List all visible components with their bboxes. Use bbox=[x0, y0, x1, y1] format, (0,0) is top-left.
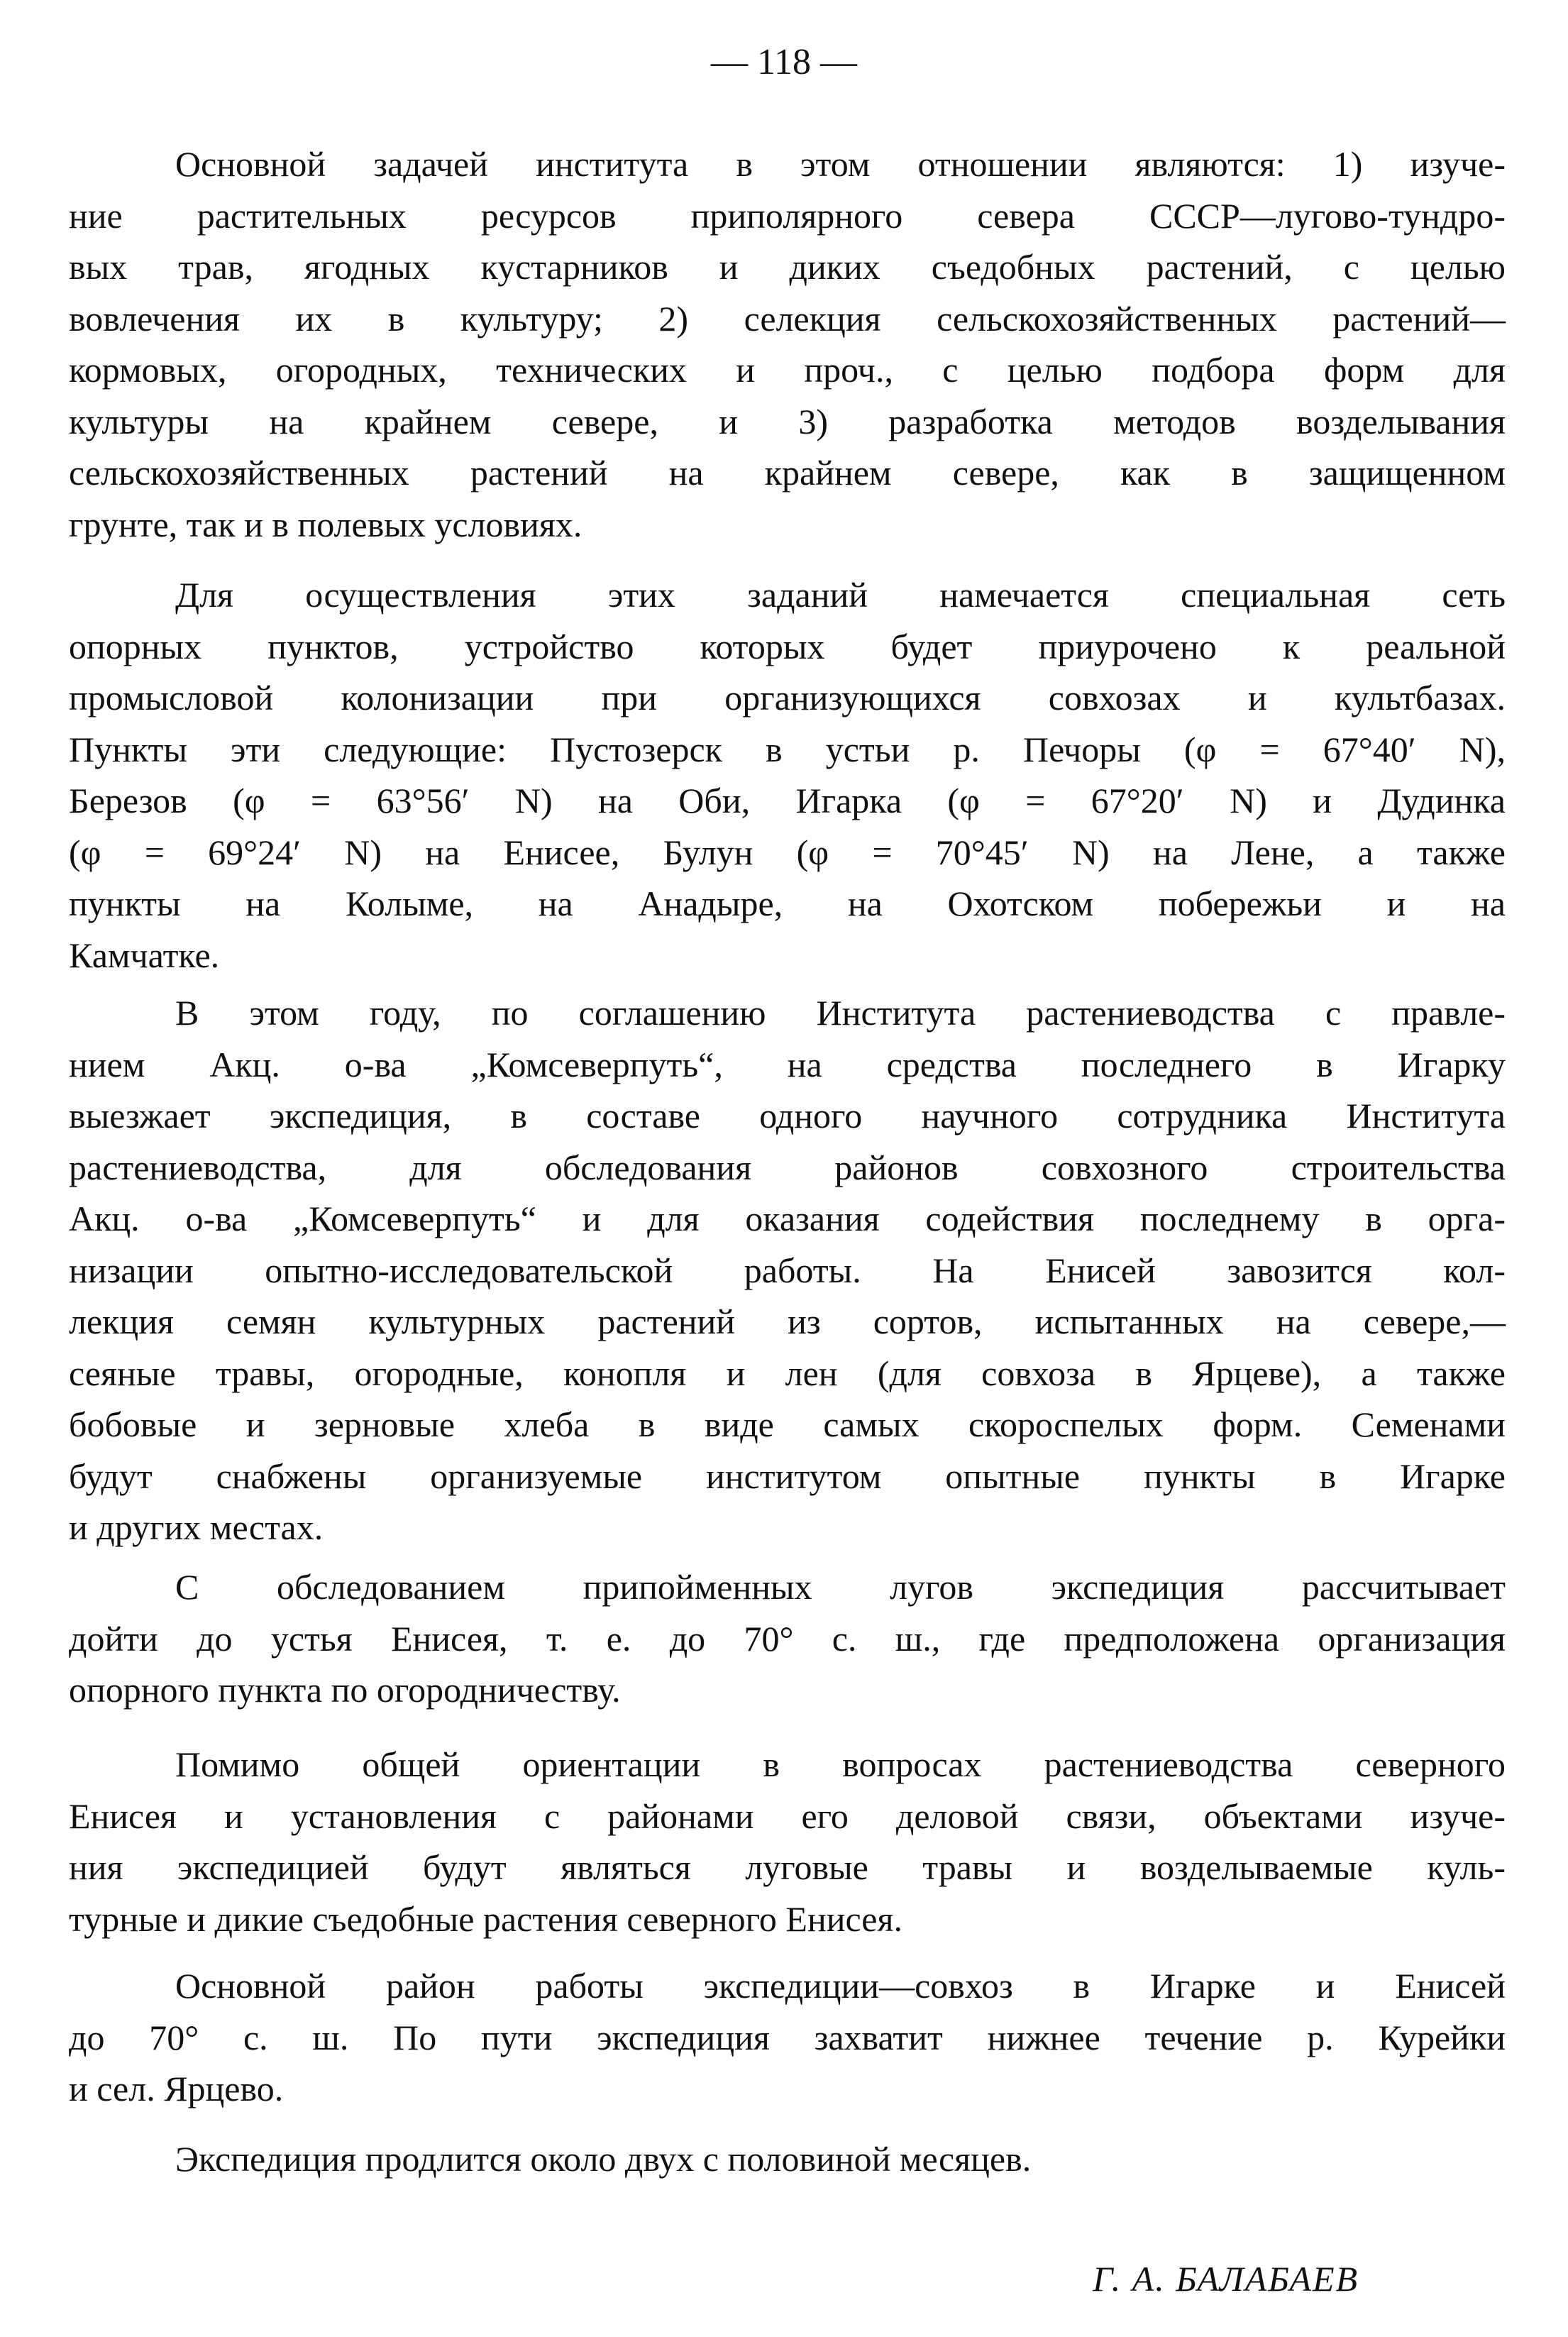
paragraph-2-line: Камчатке. bbox=[69, 935, 220, 975]
paragraph-1-line: Основной задачей института в этом отношении являются: 1) изуче- bbox=[175, 144, 1506, 184]
paragraph-2-line: промысловой колонизации при организующихся совхозах и культбазах. bbox=[69, 678, 1506, 717]
paragraph-3-line: растениеводства, для обследования районов совхозного строительства bbox=[69, 1147, 1506, 1187]
paragraph-1-line: сельскохозяйственных растений на крайнем севере, как в защищенном bbox=[69, 453, 1506, 493]
paragraph-3-line: низации опытно-исследовательской работы. На Енисей завозится кол- bbox=[69, 1250, 1506, 1290]
paragraph-1-line: кормовых, огородных, технических и проч., с целью подбора форм для bbox=[69, 350, 1506, 390]
paragraph-2-line: Пункты эти следующие: Пустозерск в устьи р. Печоры (φ = 67°40′ N), bbox=[69, 729, 1506, 769]
paragraph-3-line: бобовые и зерновые хлеба в виде самых скороспелых форм. Семенами bbox=[69, 1404, 1506, 1444]
paragraph-1-line: ние растительных ресурсов приполярного севера СССР—лугово-тундро- bbox=[69, 195, 1506, 236]
paragraph-3-line: выезжает экспедиция, в составе одного научного сотрудника Института bbox=[69, 1096, 1506, 1135]
paragraph-6-line: Основной район работы экспедиции—совхоз в Игарке и Енисей bbox=[175, 1966, 1506, 2006]
paragraph-4-line: С обследованием припойменных лугов экспедиция рассчитывает bbox=[175, 1567, 1506, 1607]
paragraph-5-line: ния экспедицией будут являться луговые травы и возделываемые куль- bbox=[69, 1847, 1506, 1887]
paragraph-3-line: лекция семян культурных растений из сортов, испытанных на севере,— bbox=[69, 1302, 1506, 1341]
paragraph-5-line: турные и дикие съедобные растения северного Енисея. bbox=[69, 1898, 902, 1939]
paragraph-1-line: грунте, так и в полевых условиях. bbox=[69, 504, 583, 544]
paragraph-1-line: культуры на крайнем севере, и 3) разработка методов возделывания bbox=[69, 401, 1506, 441]
paragraph-3-line: нием Акц. о-ва „Комсеверпуть“, на средства последнего в Игарку bbox=[69, 1044, 1506, 1084]
author-signature: Г. А. БАЛАБАЕВ bbox=[1093, 2259, 1359, 2299]
paragraph-2-line: Березов (φ = 63°56′ N) на Оби, Игарка (φ = 67°20′ N) и Дудинка bbox=[69, 781, 1506, 820]
paragraph-3-line: сеяные травы, огородные, конопля и лен (для совхоза в Ярцеве), а также bbox=[69, 1353, 1506, 1393]
paragraph-3-line: и других местах. bbox=[69, 1507, 324, 1547]
paragraph-5-line: Помимо общей ориентации в вопросах растениеводства северного bbox=[175, 1744, 1506, 1784]
paragraph-3-line: Акц. о-ва „Комсеверпуть“ и для оказания содействия последнему в орга- bbox=[69, 1199, 1506, 1238]
paragraph-4-line: дойти до устья Енисея, т. е. до 70° с. ш., где предположена организация bbox=[69, 1618, 1506, 1659]
paragraph-1-line: вых трав, ягодных кустарников и диких съедобных растений, с целью bbox=[69, 247, 1506, 287]
paragraph-5-line: Енисея и установления с районами его деловой связи, объектами изуче- bbox=[69, 1796, 1506, 1836]
paragraph-2-line: пункты на Колыме, на Анадыре, на Охотском побережьи и на bbox=[69, 884, 1506, 923]
paragraph-3-line: будут снабжены организуемые институтом опытные пункты в Игарке bbox=[69, 1456, 1506, 1496]
paragraph-4-line: опорного пункта по огородничеству. bbox=[69, 1670, 621, 1710]
page-number: — 118 — bbox=[710, 42, 858, 82]
paragraph-6-line: до 70° с. ш. По пути экспедиция захватит нижнее течение р. Курейки bbox=[69, 2017, 1506, 2057]
paragraph-1-line: вовлечения их в культуру; 2) селекция сельскохозяйственных растений— bbox=[69, 298, 1506, 339]
paragraph-2-line: Для осуществления этих заданий намечается специальная сеть bbox=[175, 575, 1506, 615]
paragraph-2-line: опорных пунктов, устройство которых будет приурочено к реальной bbox=[69, 626, 1506, 666]
paragraph-6-line: и сел. Ярцево. bbox=[69, 2069, 284, 2108]
paragraph-2-line: (φ = 69°24′ N) на Енисее, Булун (φ = 70°45′ N) на Лене, а также bbox=[69, 832, 1506, 872]
paragraph-7-line: Экспедиция продлится около двух с половиной месяцев. bbox=[175, 2139, 1032, 2179]
paragraph-3-line: В этом году, по соглашению Института растениеводства с правле- bbox=[175, 993, 1506, 1033]
